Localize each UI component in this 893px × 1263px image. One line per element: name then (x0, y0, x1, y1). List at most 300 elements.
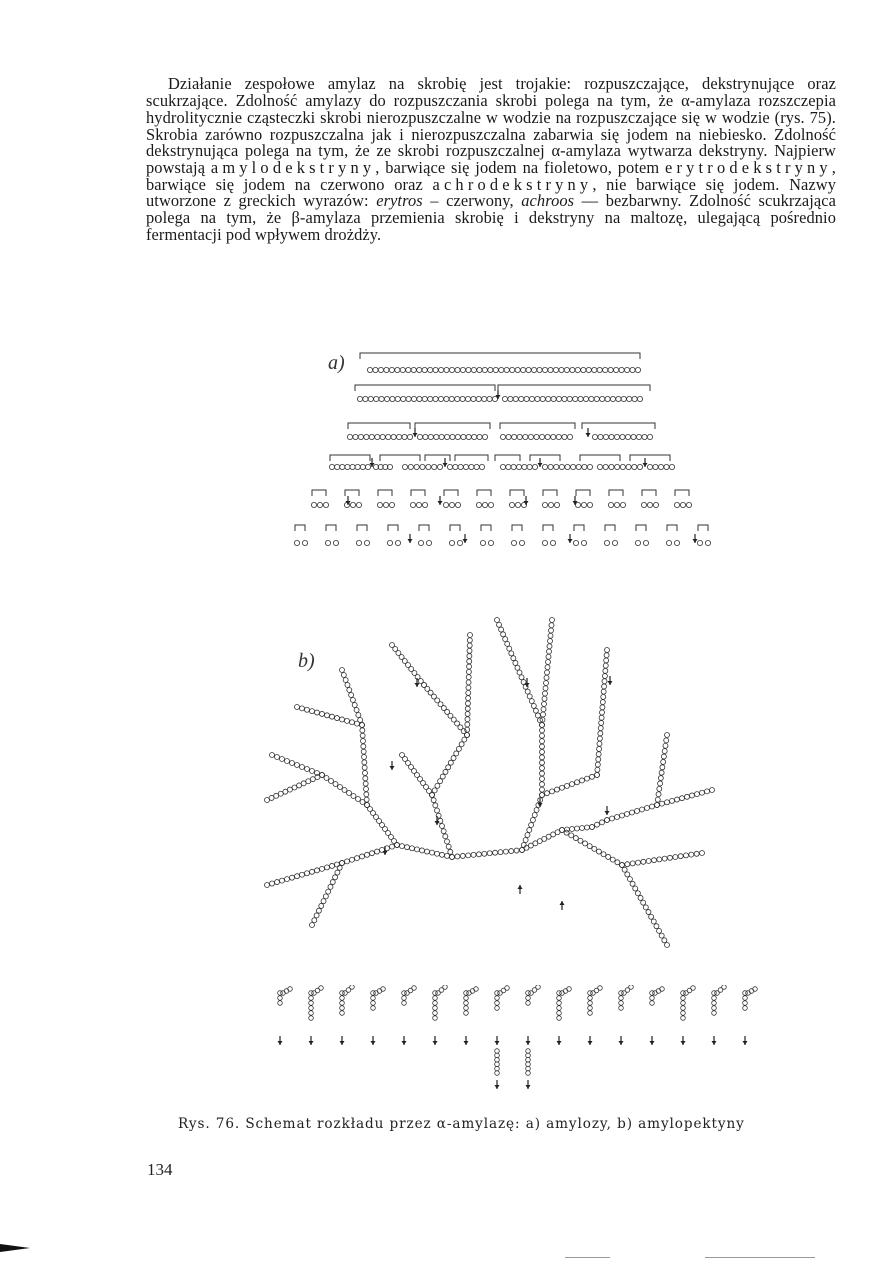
glucose-unit (627, 396, 632, 401)
fragment-bracket (378, 490, 392, 496)
glucose-unit (432, 464, 437, 469)
glucose-unit (551, 434, 556, 439)
glucose-unit (526, 1071, 531, 1076)
cleavage-arrow-head (415, 683, 420, 687)
glucose-unit (590, 774, 595, 779)
glucose-unit (580, 826, 585, 831)
cleavage-arrow-head (538, 803, 543, 807)
glucose-unit (335, 862, 340, 867)
fragment-bracket (580, 455, 620, 461)
glucose-unit (597, 736, 602, 741)
glucose-unit (515, 502, 520, 507)
glucose-unit (662, 938, 667, 943)
glucose-unit (603, 367, 608, 372)
glucose-unit (534, 434, 539, 439)
glucose-unit (265, 883, 270, 888)
glucose-unit (309, 1001, 314, 1006)
glucose-unit (646, 859, 651, 864)
glucose-unit (554, 464, 559, 469)
glucose-unit (650, 996, 655, 1001)
fragment-bracket (605, 525, 615, 531)
glucose-unit (433, 1016, 438, 1021)
glucose-unit (423, 434, 428, 439)
glucose-unit (309, 996, 314, 1001)
glucose-unit (324, 776, 329, 781)
glucose-unit (655, 803, 660, 808)
glucose-unit (540, 755, 545, 760)
glucose-unit (275, 880, 280, 885)
glucose-unit (357, 396, 362, 401)
glucose-unit (467, 659, 472, 664)
glucose-unit (545, 791, 550, 796)
glucose-unit (540, 776, 545, 781)
glucose-unit (542, 696, 547, 701)
glucose-unit (722, 985, 727, 989)
glucose-unit (543, 691, 548, 696)
text-run: – czerwony, (422, 191, 522, 211)
glucose-unit (488, 502, 493, 507)
glucose-unit (488, 540, 493, 545)
glucose-unit (517, 670, 522, 675)
glucose-unit (360, 733, 365, 738)
glucose-unit (265, 798, 270, 803)
cleavage-arrow-head (495, 1085, 500, 1089)
glucose-unit (665, 800, 670, 805)
glucose-unit (510, 367, 515, 372)
glucose-unit (323, 502, 328, 507)
cleavage-arrow-head (413, 433, 418, 437)
glucose-unit (541, 712, 546, 717)
glucose-unit (280, 878, 285, 883)
glucose-unit (556, 396, 561, 401)
glucose-unit (438, 779, 443, 784)
glucose-unit (446, 844, 451, 849)
glucose-unit (356, 540, 361, 545)
glucose-unit (531, 367, 536, 372)
glucose-unit (395, 367, 400, 372)
glucose-unit (464, 1006, 469, 1011)
glucose-unit (601, 852, 606, 857)
glucose-unit (310, 869, 315, 874)
glucose-unit (602, 684, 607, 689)
glucose-unit (598, 731, 603, 736)
glucose-unit (476, 852, 481, 857)
glucose-unit (540, 728, 545, 733)
glucose-unit (560, 828, 565, 833)
glucose-unit (333, 875, 338, 880)
glucose-unit (513, 396, 518, 401)
glucose-chain (340, 668, 365, 728)
glucose-unit (600, 820, 605, 825)
glucose-chain (641, 502, 658, 507)
glucose-unit (666, 540, 671, 545)
cleavage-arrow-head (309, 1041, 314, 1045)
glucose-unit (468, 633, 473, 638)
glucose-unit (390, 844, 395, 849)
glucose-unit (625, 872, 630, 877)
fragment-bracket (360, 353, 640, 359)
glucose-unit (300, 765, 305, 770)
glucose-unit (435, 783, 440, 788)
glucose-unit (548, 502, 553, 507)
glucose-unit (412, 986, 417, 991)
glucose-unit (562, 434, 567, 439)
glucose-unit (325, 540, 330, 545)
glucose-unit (654, 924, 659, 929)
fragment-bracket (698, 525, 708, 531)
glucose-unit (417, 396, 422, 401)
glucose-unit (495, 1066, 500, 1071)
glucose-unit (433, 996, 438, 1001)
glucose-unit (440, 774, 445, 779)
fragment-bracket (295, 525, 305, 531)
glucose-unit (499, 627, 504, 632)
glucose-unit (542, 540, 547, 545)
glucose-unit (597, 741, 602, 746)
glucose-unit (542, 502, 547, 507)
glucose-chain (540, 773, 600, 798)
glucose-unit (691, 986, 696, 991)
glucose-unit (564, 830, 569, 835)
glucose-unit (285, 759, 290, 764)
glucose-unit (487, 396, 492, 401)
glucose-unit (573, 540, 578, 545)
glucose-chain (560, 828, 625, 868)
glucose-unit (444, 434, 449, 439)
glucose-unit (391, 434, 396, 439)
glucose-unit (338, 785, 343, 790)
glucose-unit (450, 434, 455, 439)
glucose-unit (467, 664, 472, 669)
glucose-unit (402, 1001, 407, 1006)
cleavage-arrow-head (463, 539, 468, 543)
glucose-unit (681, 1011, 686, 1016)
glucose-chain (526, 1049, 531, 1076)
glucose-unit (435, 851, 440, 856)
glucose-unit (583, 396, 588, 401)
glucose-unit (553, 367, 558, 372)
glucose-unit (378, 367, 383, 372)
glucose-unit (410, 846, 415, 851)
glucose-unit (417, 367, 422, 372)
glucose-unit (695, 792, 700, 797)
glucose-unit (585, 825, 590, 830)
fragment-bracket (609, 490, 623, 496)
glucose-chain (495, 991, 500, 1011)
glucose-unit (542, 367, 547, 372)
glucose-unit (586, 367, 591, 372)
glucose-unit (519, 675, 524, 680)
glucose-unit (455, 854, 460, 859)
glucose-unit (347, 688, 352, 693)
glucose-unit (626, 464, 631, 469)
glucose-unit (647, 434, 652, 439)
glucose-unit (363, 771, 368, 776)
glucose-chain (422, 683, 470, 738)
cleavage-arrow-head (278, 1041, 283, 1045)
glucose-unit (546, 660, 551, 665)
glucose-chain (526, 991, 531, 1006)
glucose-unit (466, 367, 471, 372)
glucose-unit (270, 753, 275, 758)
glucose-unit (355, 721, 360, 726)
glucose-unit (320, 711, 325, 716)
glucose-unit (621, 396, 626, 401)
glucose-unit (405, 845, 410, 850)
glucose-unit (514, 848, 519, 853)
glucose-unit (630, 810, 635, 815)
glucose-unit (712, 1011, 717, 1016)
glucose-unit (411, 367, 416, 372)
glucose-unit (362, 765, 367, 770)
glucose-unit (578, 396, 583, 401)
glucose-chain (265, 773, 325, 803)
glucose-unit (309, 1011, 314, 1016)
glucose-chain (480, 540, 493, 545)
glucose-unit (681, 1006, 686, 1011)
cleavage-arrow-head (586, 433, 591, 437)
glucose-unit (360, 723, 365, 728)
glucose-unit (460, 367, 465, 372)
glucose-unit (581, 540, 586, 545)
glucose-unit (356, 502, 361, 507)
glucose-unit (482, 851, 487, 856)
glucose-unit (369, 434, 374, 439)
cleavage-arrow-head (518, 885, 523, 889)
glucose-unit (662, 856, 667, 861)
glucose-unit (506, 464, 511, 469)
glucose-chain (619, 991, 624, 1011)
glucose-unit (444, 367, 449, 372)
glucose-unit (406, 396, 411, 401)
glucose-unit (441, 829, 446, 834)
glucose-unit (464, 1011, 469, 1016)
glucose-unit (428, 434, 433, 439)
glucose-chain (500, 464, 537, 469)
glucose-unit (417, 434, 422, 439)
glucose-unit (582, 464, 587, 469)
glucose-unit (371, 1001, 376, 1006)
glucose-unit (643, 540, 648, 545)
glucose-unit (422, 502, 427, 507)
glucose-unit (527, 464, 532, 469)
glucose-unit (422, 367, 427, 372)
glucose-unit (381, 987, 386, 992)
glucose-chain (650, 991, 655, 1006)
cleavage-arrow-head (371, 1041, 376, 1045)
glucose-unit (329, 779, 334, 784)
glucose-unit (440, 852, 445, 857)
glucose-chain (509, 502, 526, 507)
glucose-unit (488, 367, 493, 372)
fragment-bracket (574, 525, 584, 531)
cleavage-arrow-head (538, 463, 543, 467)
cleavage-arrow-head (712, 1041, 717, 1045)
glucose-unit (576, 464, 581, 469)
glucose-unit (592, 367, 597, 372)
glucose-unit (625, 862, 630, 867)
glucose-chain (295, 705, 365, 728)
glucose-unit (603, 464, 608, 469)
fragment-bracket (357, 525, 367, 531)
glucose-unit (548, 639, 553, 644)
cleavage-arrow-head (340, 1041, 345, 1045)
glucose-unit (310, 769, 315, 774)
glucose-unit (477, 367, 482, 372)
glucose-unit (659, 933, 664, 938)
cleavage-arrow-head (643, 463, 648, 467)
glucose-unit (497, 622, 502, 627)
glucose-unit (535, 396, 540, 401)
glucose-unit (362, 760, 367, 765)
glucose-unit (527, 828, 532, 833)
glucose-unit (600, 710, 605, 715)
glucose-unit (501, 632, 506, 637)
glucose-chain (604, 540, 617, 545)
glucose-unit (523, 434, 528, 439)
glucose-unit (340, 668, 345, 673)
glucose-unit (383, 502, 388, 507)
fragment-bracket (312, 490, 326, 496)
glucose-unit (540, 793, 545, 798)
cleavage-arrow-head (438, 501, 443, 505)
glucose-chain (311, 502, 328, 507)
glucose-unit (340, 1006, 345, 1011)
glucose-chain (357, 396, 497, 401)
glucose-unit (630, 881, 635, 886)
glucose-unit (602, 674, 607, 679)
glucose-unit (345, 683, 350, 688)
glucose-unit (588, 1006, 593, 1011)
glucose-unit (592, 846, 597, 851)
glucose-unit (625, 812, 630, 817)
glucose-unit (375, 849, 380, 854)
glucose-unit (426, 464, 431, 469)
glucose-unit (546, 396, 551, 401)
glucose-unit (449, 396, 454, 401)
glucose-unit (526, 367, 531, 372)
glucose-chain (367, 367, 640, 372)
glucose-unit (681, 1001, 686, 1006)
glucose-unit (295, 763, 300, 768)
glucose-unit (493, 367, 498, 372)
glucose-unit (448, 760, 453, 765)
fragment-bracket (642, 490, 656, 496)
glucose-unit (364, 540, 369, 545)
glucose-unit (659, 770, 664, 775)
glucose-chain (476, 502, 493, 507)
glucose-chain (270, 753, 325, 778)
glucose-unit (660, 987, 665, 992)
glucose-unit (681, 1016, 686, 1021)
glucose-unit (657, 857, 662, 862)
glucose-chain (575, 502, 592, 507)
glucose-unit (402, 996, 407, 1001)
glucose-unit (604, 540, 609, 545)
fragment-bracket (582, 423, 655, 429)
glucose-unit (641, 502, 646, 507)
glucose-unit (559, 367, 564, 372)
glucose-unit (637, 396, 642, 401)
glucose-unit (535, 713, 540, 718)
glucose-unit (415, 847, 420, 852)
glucose-unit (340, 996, 345, 1001)
amylopectin-fragments-diagram (270, 985, 760, 1095)
glucose-unit (325, 865, 330, 870)
figure-label-b: b) (298, 650, 315, 672)
cleavage-arrow-head (495, 1041, 500, 1045)
greek-word-erytros: erytros (376, 191, 423, 211)
glucose-unit (482, 367, 487, 372)
cleavage-arrow-head (524, 501, 529, 505)
glucose-unit (495, 618, 500, 623)
fragment-bracket (450, 525, 460, 531)
text-run: , barwiące się jodem na czerwono oraz (146, 157, 836, 194)
glucose-unit (482, 502, 487, 507)
glucose-unit (516, 464, 521, 469)
glucose-unit (449, 502, 454, 507)
glucose-unit (575, 367, 580, 372)
glucose-unit (647, 464, 652, 469)
glucose-unit (573, 836, 578, 841)
glucose-unit (526, 1062, 531, 1067)
glucose-unit (474, 464, 479, 469)
glucose-unit (352, 703, 357, 708)
glucose-unit (495, 996, 500, 1001)
glucose-unit (333, 540, 338, 545)
fragment-bracket (512, 525, 522, 531)
glucose-unit (503, 637, 508, 642)
glucose-unit (477, 434, 482, 439)
glucose-unit (482, 396, 487, 401)
glucose-unit (341, 673, 346, 678)
glucose-chain (450, 848, 525, 860)
cleavage-arrow-head (464, 1041, 469, 1045)
glucose-unit (540, 749, 545, 754)
glucose-unit (632, 396, 637, 401)
glucose-unit (560, 785, 565, 790)
glucose-unit (433, 803, 438, 808)
glucose-unit (428, 367, 433, 372)
glucose-unit (350, 502, 355, 507)
glucose-chain (502, 396, 642, 401)
glucose-unit (443, 834, 448, 839)
glucose-unit (527, 694, 532, 699)
glucose-unit (467, 643, 472, 648)
glucose-unit (665, 733, 670, 738)
fragment-bracket (380, 455, 420, 461)
glucose-unit (407, 434, 412, 439)
glucose-chain (325, 540, 338, 545)
glucose-unit (565, 464, 570, 469)
body-paragraph (146, 76, 836, 243)
fragment-bracket (636, 525, 646, 531)
glucose-unit (467, 638, 472, 643)
glucose-unit (680, 796, 685, 801)
glucose-unit (373, 367, 378, 372)
glucose-unit (330, 863, 335, 868)
glucose-unit (604, 658, 609, 663)
glucose-unit (482, 434, 487, 439)
glucose-unit (396, 434, 401, 439)
glucose-unit (290, 761, 295, 766)
glucose-unit (575, 780, 580, 785)
glucose-unit (753, 987, 758, 992)
glucose-unit (463, 464, 468, 469)
glucose-unit (544, 681, 549, 686)
glucose-unit (678, 854, 683, 859)
glucose-unit (363, 396, 368, 401)
